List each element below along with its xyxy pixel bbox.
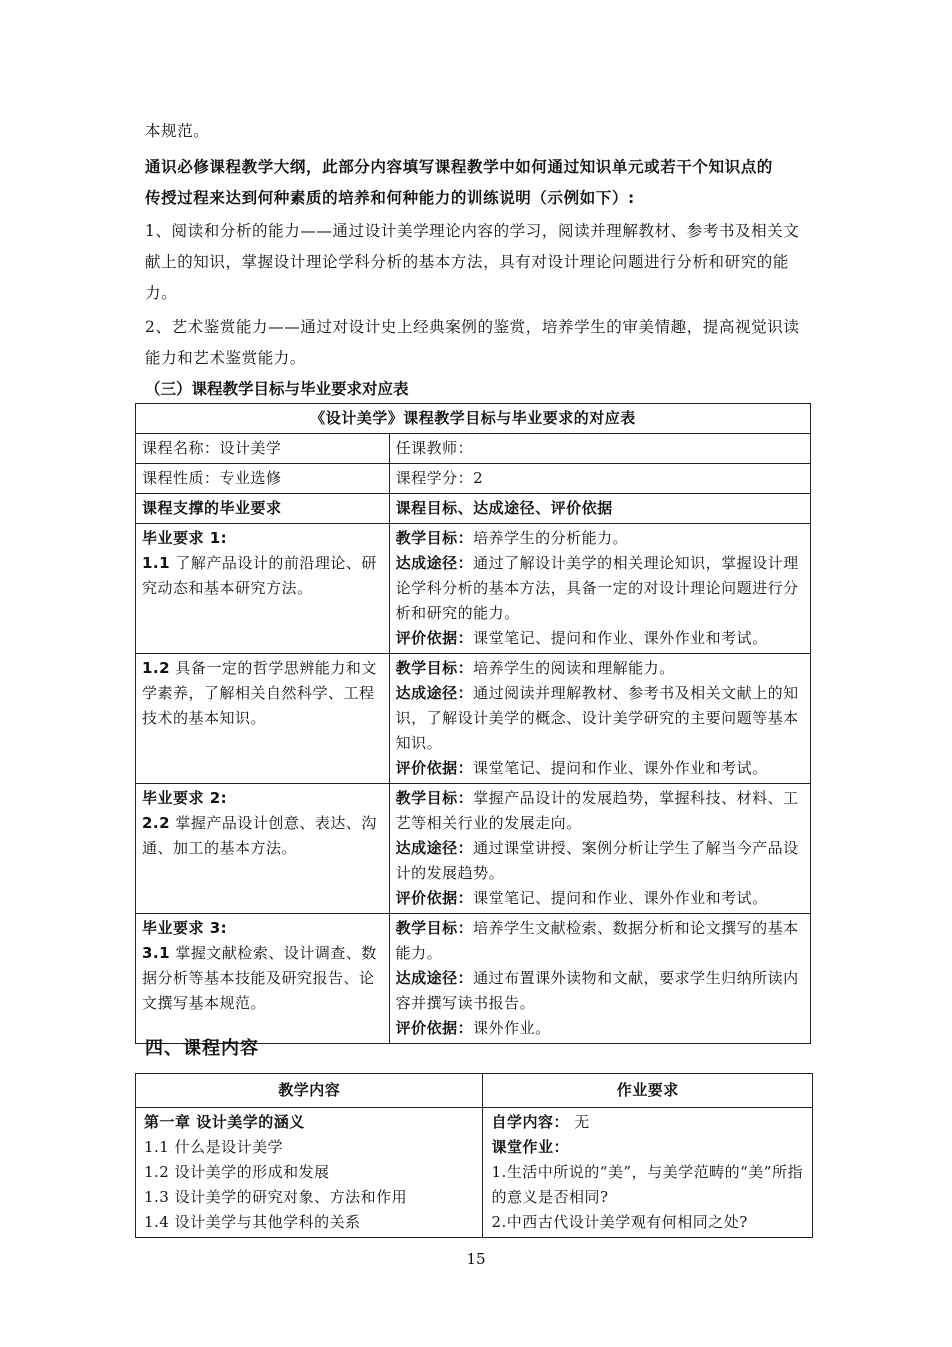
- course-nature: 课程性质：专业选修: [136, 464, 390, 494]
- eval-label: 评价依据：: [395, 1019, 474, 1037]
- self-study-label: 自学内容：: [491, 1113, 569, 1131]
- objectives-table: [135, 403, 811, 1044]
- requirement-text: 具备一定的哲学思辨能力和文学素养，了解相关自然科学、工程技术的基本知识。: [142, 659, 377, 727]
- classwork-label: 课堂作业：: [491, 1138, 569, 1156]
- eval-label: 评价依据：: [395, 759, 474, 777]
- requirement-number: 3.1: [142, 944, 171, 962]
- intro-item-1: 1、阅读和分析的能力——通过设计美学理论内容的学习，阅读并理解教材、参考书及相关文献上的知识，掌握设计理论学科分析的基本方法，具有对设计理论问题进行分析和研究的能力。: [145, 222, 800, 302]
- requirement-number: 1.2: [142, 659, 171, 677]
- self-study-value: 无: [568, 1113, 590, 1131]
- objective-cell: [389, 654, 810, 784]
- path-text: 通过布置课外读物和文献，要求学生归纳所读内容并撰写读书报告。: [395, 969, 799, 1012]
- path-text: 通过阅读并理解教材、参考书及相关文献上的知识，了解设计美学的概念、设计美学研究的主要问题等基本知识。: [395, 684, 799, 752]
- intro-bold-line-1: 通识必修课程教学大纲，此部分内容填写课程教学中如何通过知识单元或若干个知识点的: [145, 158, 773, 176]
- eval-text: 课堂笔记、提问和作业、课外作业和考试。: [473, 629, 768, 647]
- table-row: [136, 654, 811, 784]
- question-1: 1.生活中所说的“美”，与美学范畴的“美”所指的意义是否相同?: [491, 1163, 803, 1206]
- col-header-requirements: 课程支撑的毕业要求: [136, 494, 390, 524]
- table-row: [136, 914, 811, 1044]
- eval-text: 课外作业。: [473, 1019, 551, 1037]
- requirement-text: 掌握文献检索、设计调查、数据分析等基本技能及研究报告、论文撰写基本规范。: [142, 944, 377, 1012]
- path-text: 通过课堂讲授、案例分析让学生了解当今产品设计的发展趋势。: [395, 839, 799, 882]
- content-cell: [136, 1108, 483, 1238]
- table-row: [136, 1108, 813, 1238]
- course-name: 课程名称：设计美学: [136, 434, 390, 464]
- requirement-cell: [136, 654, 390, 784]
- requirement-title: 毕业要求 1:: [142, 529, 228, 547]
- path-text: 通过了解设计美学的相关理论知识，掌握设计理论学科分析的基本方法，具备一定的对设计理论问题进行分析和研究的能力。: [395, 554, 799, 622]
- table-row: [136, 524, 811, 654]
- goal-label: 教学目标：: [395, 659, 474, 677]
- objective-cell: [389, 914, 810, 1044]
- goal-text: 培养学生文献检索、数据分析和论文撰写的基本能力。: [395, 919, 799, 962]
- goal-label: 教学目标：: [395, 919, 474, 937]
- path-label: 达成途径：: [395, 969, 474, 987]
- section-4-title: 四、课程内容: [145, 1038, 259, 1059]
- assignment-cell: [483, 1108, 813, 1238]
- col-header-objectives: 课程目标、达成途径、评价依据: [389, 494, 810, 524]
- requirement-number: 1.1: [142, 554, 171, 572]
- requirement-text: 掌握产品设计创意、表达、沟通、加工的基本方法。: [142, 814, 377, 857]
- eval-label: 评价依据：: [395, 889, 474, 907]
- list-item: 1.1 什么是设计美学: [144, 1138, 284, 1156]
- course-credits: 课程学分：2: [389, 464, 810, 494]
- eval-text: 课堂笔记、提问和作业、课外作业和考试。: [473, 759, 768, 777]
- intro-item-2: 2、艺术鉴赏能力——通过对设计史上经典案例的鉴赏，培养学生的审美情趣，提高视觉识读能力和艺术鉴赏能力。: [145, 318, 800, 367]
- list-item: 1.4 设计美学与其他学科的关系: [144, 1213, 361, 1231]
- table-row: [136, 784, 811, 914]
- goal-text: 培养学生的阅读和理解能力。: [473, 659, 675, 677]
- path-label: 达成途径：: [395, 839, 474, 857]
- intro-bold-line-2: 传授过程来达到何种素质的培养和何种能力的训练说明（示例如下）:: [145, 189, 635, 207]
- requirement-cell: [136, 914, 390, 1044]
- goal-text: 掌握产品设计的发展趋势，掌握科技、材料、工艺等相关行业的发展走向。: [395, 789, 799, 832]
- requirement-cell: [136, 524, 390, 654]
- requirement-title: 毕业要求 2:: [142, 789, 228, 807]
- goal-text: 培养学生的分析能力。: [473, 529, 629, 547]
- requirement-text: 了解产品设计的前沿理论、研究动态和基本研究方法。: [142, 554, 377, 597]
- goal-label: 教学目标：: [395, 529, 474, 547]
- eval-label: 评价依据：: [395, 629, 474, 647]
- requirement-cell: [136, 784, 390, 914]
- goal-label: 教学目标：: [395, 789, 474, 807]
- table-title: 《设计美学》课程教学目标与毕业要求的对应表: [136, 404, 811, 434]
- objective-cell: [389, 784, 810, 914]
- page-number: 15: [466, 1250, 486, 1268]
- intro-line: 本规范。: [145, 122, 210, 140]
- list-item: 1.3 设计美学的研究对象、方法和作用: [144, 1188, 408, 1206]
- col-header-content: 教学内容: [136, 1074, 483, 1108]
- eval-text: 课堂笔记、提问和作业、课外作业和考试。: [473, 889, 768, 907]
- col-header-assignment: 作业要求: [483, 1074, 813, 1108]
- path-label: 达成途径：: [395, 554, 474, 572]
- path-label: 达成途径：: [395, 684, 474, 702]
- section-3-title: （三）课程教学目标与毕业要求对应表: [145, 380, 409, 398]
- chapter-title: 第一章 设计美学的涵义: [144, 1113, 305, 1131]
- content-table: [135, 1073, 813, 1238]
- objective-cell: [389, 524, 810, 654]
- requirement-number: 2.2: [142, 814, 171, 832]
- requirement-title: 毕业要求 3:: [142, 919, 228, 937]
- teacher: 任课教师：: [389, 434, 810, 464]
- question-2: 2.中西古代设计美学观有何相同之处?: [491, 1213, 748, 1231]
- list-item: 1.2 设计美学的形成和发展: [144, 1163, 330, 1181]
